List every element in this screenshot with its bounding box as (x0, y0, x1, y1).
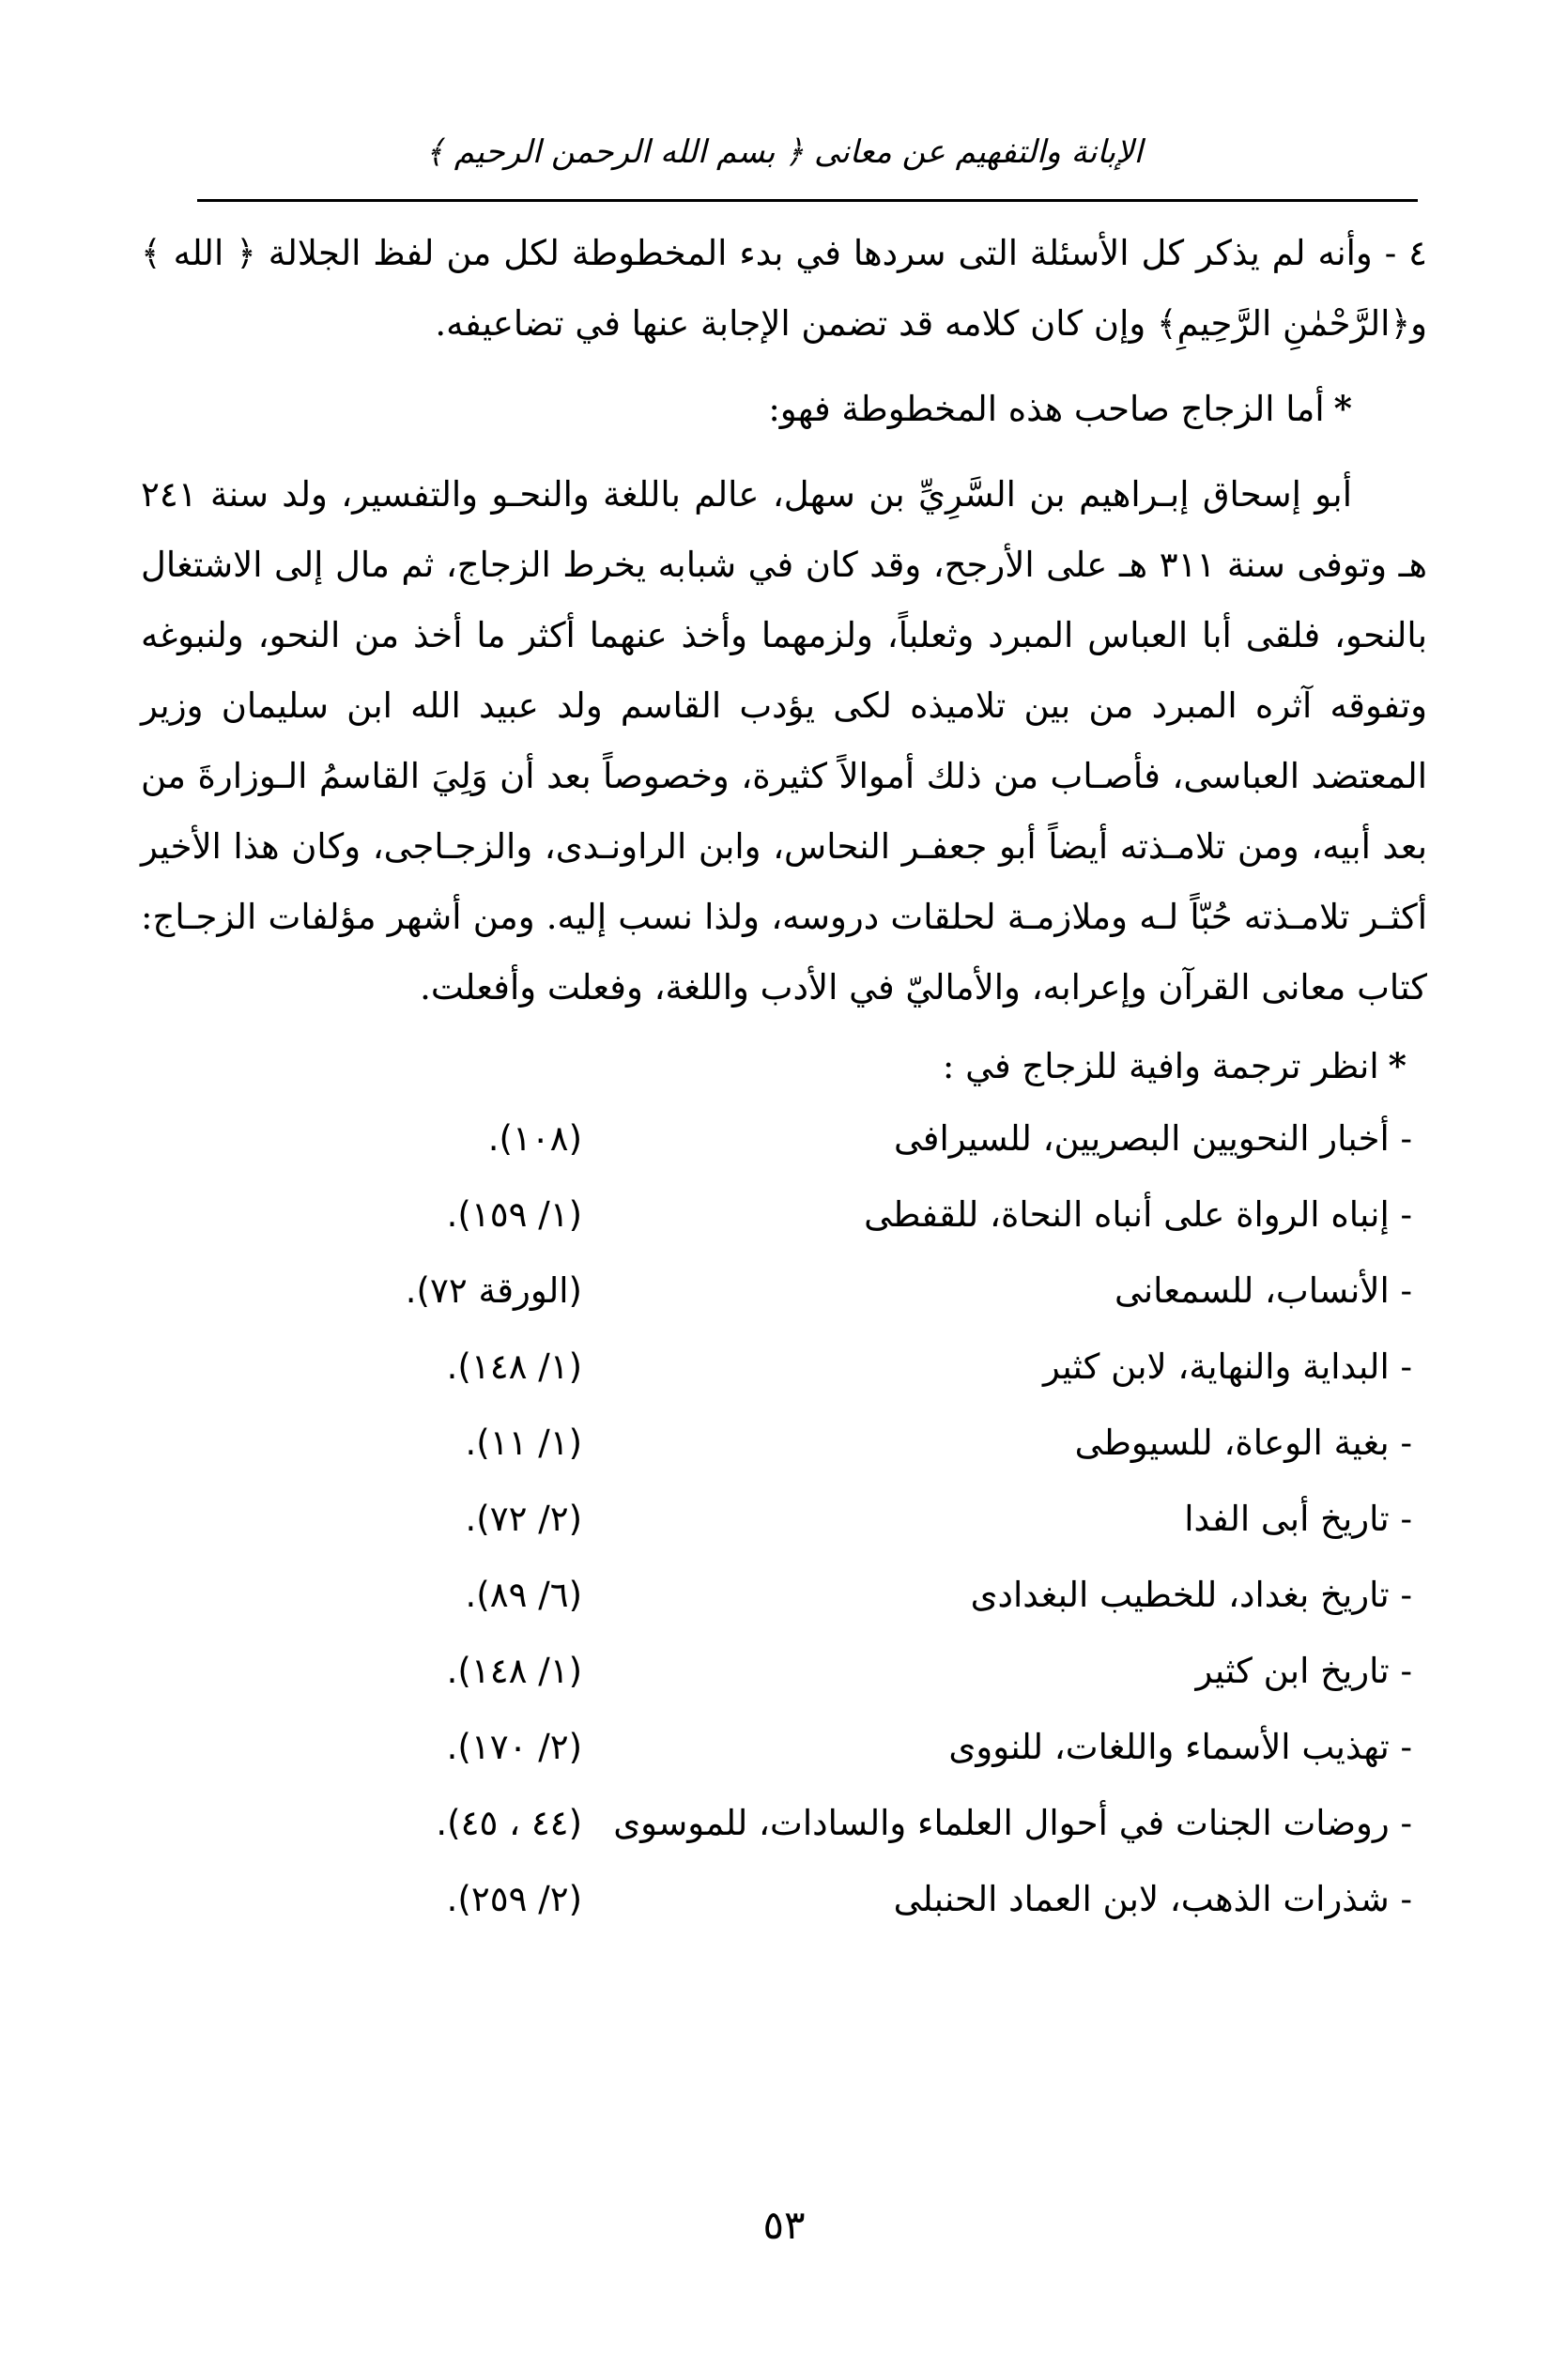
reference-citation: (٤٤ ، ٤٥). (436, 1803, 582, 1843)
reference-title: - روضات الجنات في أحوال العلماء والسادات، للموسوى (613, 1803, 1412, 1843)
references-intro (141, 1032, 1427, 1100)
reference-item (141, 1253, 1427, 1329)
references-list (141, 1100, 1427, 1937)
reference-title: - تاريخ بغداد، للخطيب البغدادى (970, 1575, 1412, 1615)
reference-item (141, 1861, 1427, 1937)
reference-title: - شذرات الذهب، لابن العماد الحنبلى (893, 1879, 1412, 1919)
reference-citation: (١/ ١١). (465, 1423, 582, 1463)
reference-citation: (١/ ١٤٨). (446, 1346, 582, 1387)
paragraph-point-4: ٤ - وأنه لم يذكر كل الأسئلة التى سردها في بدء المخطوطة لكل من لفظ الجلالة ﴿ الله ﴾ و﴿الرَّحْمٰنِ الرَّحِيمِ﴾ وإن كان كلامه قد تضمن الإجابة عنها في تضاعيفه. (141, 233, 1427, 344)
reference-item (141, 1709, 1427, 1785)
reference-citation: (الورقة ٧٢). (405, 1270, 582, 1311)
header-rule (197, 199, 1418, 202)
reference-title: - إنباه الرواة على أنباه النحاة، للقفطى (864, 1194, 1412, 1235)
running-header: الإبانة والتفهيم عن معانى ﴿ بسم الله الرحمن الرحيم ﴾ (425, 133, 1143, 171)
reference-citation: (٦/ ٨٩). (465, 1575, 582, 1615)
reference-title: - الأنساب، للسمعانى (1115, 1270, 1412, 1311)
reference-title: - بغية الوعاة، للسيوطى (1074, 1423, 1412, 1463)
reference-item (141, 1481, 1427, 1557)
reference-citation: (٢/ ١٧٠). (446, 1727, 582, 1767)
reference-citation: (١/ ١٤٨). (446, 1651, 582, 1691)
paragraph-biography: أبو إسحاق إبـراهيم بن السَّرِيِّ بن سهل، عالم باللغة والنحـو والتفسير، ولد سنة ٢٤١ هـ وتوفى سنة ٣١١ هـ على الأرجح، وقد كان في شبابه يخرط الزجاج، ثم مال إلى الاشتغال بالنحو، فلقى أبا العباس المبرد وثعلباً، ولزمهما وأخذ عنهما أكثر ما أخذ من النحو، ولنبوغه وتفوقه آثره المبرد من بين تلاميذه لكى يؤدب القاسم ولد عبيد الله ابن سليمان وزير المعتضد العباسى، فأصـاب من ذلك أموالاً كثيرة، وخصوصاً بعد أن وَلِيَ القاسمُ الـوزارةَ من بعد أبيه، ومن تلامـذته أيضاً أبو جعفـر النحاس، وابن الراونـدى، والزجـاجى، وكان هذا الأخير أكثـر تلامـذته حُبّاً لـه وملازمـة لحلقات دروسه، ولذا نسب إليه. ومن أشهر مؤلفات الزجـاج: كتاب معانى القرآن وإعرابه، والأماليّ في الأدب واللغة، وفعلت وأفعلت. (141, 474, 1427, 1008)
page-body (141, 218, 1427, 1937)
reference-title: - تاريخ ابن كثير (1195, 1651, 1412, 1691)
reference-item (141, 1405, 1427, 1481)
reference-item (141, 1633, 1427, 1709)
reference-title: - البداية والنهاية، لابن كثير (1042, 1346, 1412, 1387)
reference-citation: (٢/ ٢٥٩). (446, 1879, 582, 1919)
reference-title: - تهذيب الأسماء واللغات، للنووى (948, 1727, 1412, 1767)
reference-item (141, 1557, 1427, 1633)
reference-citation: (١/ ١٥٩). (446, 1194, 582, 1235)
page-number: ٥٣ (762, 2202, 806, 2248)
reference-title: - أخبار النحويين البصريين، للسيرافى (893, 1118, 1412, 1159)
reference-item (141, 1177, 1427, 1253)
asterisk-marker: * (1388, 1045, 1407, 1086)
reference-item (141, 1100, 1427, 1177)
reference-title: - تاريخ أبى الفدا (1184, 1499, 1412, 1539)
asterisk-marker: * (1333, 388, 1352, 429)
reference-item (141, 1785, 1427, 1861)
references-intro-text: انظر ترجمة وافية للزجاج في : (942, 1046, 1379, 1086)
reference-citation: (٢/ ٧٢). (465, 1499, 582, 1539)
reference-item (141, 1329, 1427, 1405)
paragraph-author-heading (141, 374, 1427, 444)
author-heading-text: أما الزجاج صاحب هذه المخطوطة فهو: (768, 389, 1325, 429)
reference-citation: (١٠٨). (487, 1118, 582, 1159)
